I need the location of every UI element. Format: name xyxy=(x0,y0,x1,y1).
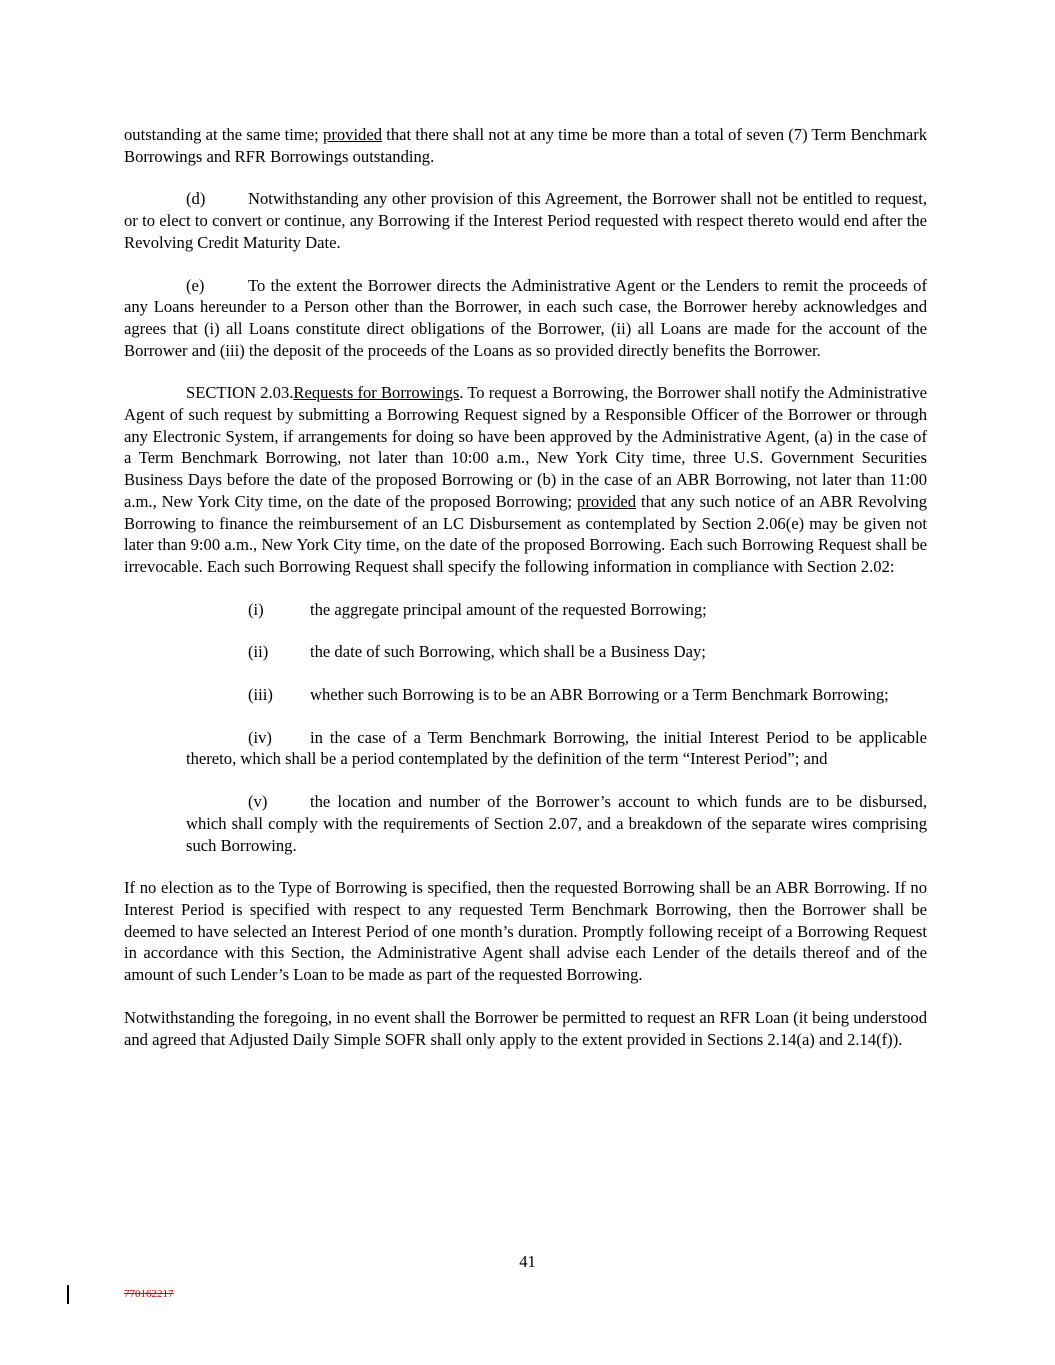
list-item-ii xyxy=(186,641,927,663)
list-item-text: the date of such Borrowing, which shall be a Business Day; xyxy=(310,642,706,662)
provided-term: provided xyxy=(323,125,383,144)
text-run: . To request a Borrowing, the Borrower shall notify the Administrative Agent of such request by submitting a Borrowing Request signed by a Responsible Officer of the Borrower or through any Electronic System, if arrangements for doing so have been approved by the Administrative Agent, (a) in the case of a Term Benchmark Borrowing, not later than 10:00 a.m., New York City time, three U.S. Government Securities Business Days before the date of the proposed Borrowing or (b) in the case of an ABR Borrowing, not later than 11:00 a.m., New York City time, on the date of the proposed Borrowing; xyxy=(124,383,928,511)
paragraph-no-election: If no election as to the Type of Borrowing is specified, then the requested Borrowing shall be an ABR Borrowing. If no Interest Period is specified with respect to any requested Term Benchmark Borrowing, then the Borrower shall be deemed to have selected an Interest Period of one month’s duration. Promptly following receipt of a Borrowing Request in accordance with this Section, the Administrative Agent shall advise each Lender of the details thereof and of the amount of such Lender’s Loan to be made as part of the requested Borrowing. xyxy=(124,878,927,985)
list-item-text: the location and number of the Borrower’s account to which funds are to be disbursed, which shall comply with the requirements of Section 2.07, and a breakdown of the separate wires comprising such Borrowing. xyxy=(186,792,927,855)
document-id: 770162217 xyxy=(124,1288,174,1300)
clause-text-d: Notwithstanding any other provision of this Agreement, the Borrower shall not be entitled to request, or to elect to convert or continue, any Borrowing if the Interest Period requested with respect thereto would end after the Revolving Credit Maturity Date. xyxy=(124,189,927,252)
document-body xyxy=(124,124,927,1071)
paragraph-notwithstanding: Notwithstanding the foregoing, in no event shall the Borrower be permitted to request an RFR Loan (it being understood and agreed that Adjusted Daily Simple SOFR shall only apply to the extent provided in Sections 2.14(a) and 2.14(f)). xyxy=(124,1007,927,1049)
clause-text-e: To the extent the Borrower directs the Administrative Agent or the Lenders to remit the proceeds of any Loans hereunder to a Person other than the Borrower, in each such case, the Borrower hereby acknowledges and agrees that (i) all Loans constitute direct obligations of the Borrower, (ii) all Loans are made for the account of the Borrower and (iii) the deposit of the proceeds of the Loans as so provided directly benefits the Borrower. xyxy=(124,275,927,360)
clause-label-d: (d) xyxy=(186,189,206,209)
paragraph-c-continuation xyxy=(124,124,927,167)
paragraph-d xyxy=(124,188,927,253)
list-item-iii xyxy=(186,684,927,706)
text-run: outstanding at the same time; xyxy=(124,125,324,144)
list-item-number: (i) xyxy=(248,599,264,619)
change-bar xyxy=(67,1285,69,1304)
section-2-03-paragraph xyxy=(124,382,927,577)
text-run: that any such notice of an ABR Revolving Borrowing to finance the reimbursement of an LC Disbursement as contemplated by Section 2.06(e) may be given not later than 9:00 a.m., New York City time, on the date of the proposed Borrowing. Each such Borrowing Request shall be irrevocable. Each such Borrowing Request shall specify the following information in compliance with Section 2.02: xyxy=(124,491,928,576)
list-item-text: whether such Borrowing is to be an ABR Borrowing or a Term Benchmark Borrowing; xyxy=(310,685,889,705)
list-item-number: (iii) xyxy=(248,685,273,705)
list-item-text: the aggregate principal amount of the requested Borrowing; xyxy=(310,599,707,619)
paragraph-e xyxy=(124,275,927,362)
text-run: that there shall not at any time be more than a total of seven (7) Term Benchmark Borrowings and RFR Borrowings outstanding. xyxy=(124,125,928,166)
list-item-number: (ii) xyxy=(248,642,269,662)
list-item-iv xyxy=(186,727,927,770)
list-item-i xyxy=(186,599,927,621)
provided-term: provided xyxy=(577,491,637,511)
list-item-number: (iv) xyxy=(248,727,272,747)
list-item-v xyxy=(186,791,927,856)
list-item-number: (v) xyxy=(248,792,268,812)
list-item-text: in the case of a Term Benchmark Borrowing, the initial Interest Period to be applicable thereto, which shall be a period contemplated by the definition of the term “Interest Period”; and xyxy=(186,727,927,769)
section-number: SECTION 2.03. xyxy=(186,383,294,403)
clause-label-e: (e) xyxy=(186,275,205,295)
section-title: Requests for Borrowings xyxy=(293,383,460,403)
page-number: 41 xyxy=(519,1252,536,1271)
